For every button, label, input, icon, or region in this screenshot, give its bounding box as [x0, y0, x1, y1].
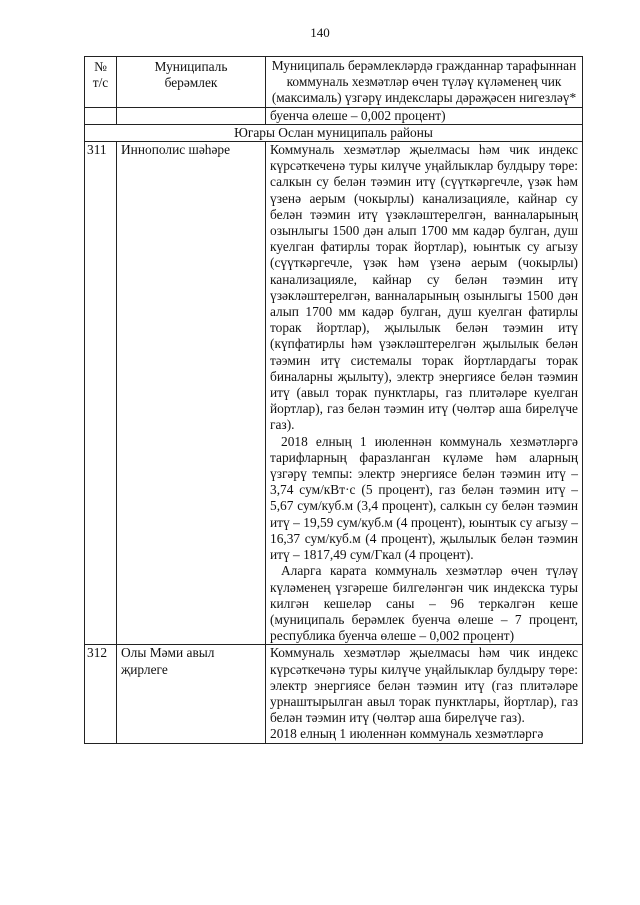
district-row: [85, 124, 583, 141]
carry-over-cell: [266, 107, 583, 124]
district-title: Югары Ослан муниципаль районы: [85, 124, 583, 141]
row-description: [266, 142, 583, 645]
carry-over-text: буенча өлеше – 0,002 процент): [270, 107, 446, 123]
header-municipality-label: Муниципаль берәмлек: [154, 59, 228, 91]
row-municipality: Иннополис шәһәре: [117, 142, 266, 645]
row-description: [266, 645, 583, 743]
header-description: [266, 57, 583, 108]
carry-over-row: [85, 107, 583, 124]
table-row: [85, 645, 583, 743]
header-number: [85, 57, 117, 108]
row-number: 312: [85, 645, 117, 743]
table-row: [85, 142, 583, 645]
row-municipality: Олы Мәми авыл җирлеге: [117, 645, 266, 743]
page-number: 140: [310, 25, 330, 40]
table-header-row: [85, 57, 583, 108]
header-description-label: Муниципаль берәмлекләрдә гражданнар тарафыннан коммуналь хезмәтләр өчен түләү күләменең чик (максималь) үзгәрү индекслары дәрәҗәсен нигезләү*: [271, 58, 577, 106]
header-number-label: № т/с: [92, 59, 109, 91]
row-paragraph: Коммуналь хезмәтләр җыелмасы һәм чик индекс күрсәткеченә туры килүче уңайлыклар булдыру төре: салкын су белән тәэмин итү (сүүткәргечле, үзәк һәм үзенә аерым (чокырлы) канализацияле, кайнар су белән тәэмин итү үзәкләштерелгән, ванналарының озынлыгы 1500 дән алып 1700 мм кадәр булган, душ куелган фатирлы торак йортлар), юынтык су агызу (сүүткәргечле, үзәк һәм үзенә аерым (чокырлы) канализацияле, кайнар су белән тәэмин итү үзәкләштерелгән, ванналарының озынлыгы 1500 дән алып 1700 мм кадәр булган, душ куелган фатирлы торак йортлар), җылылык белән тәэмин итү (күпфатирлы һәм үзәкләштерелгән җылылык белән тәэмин итү системалы торак йортлардагы торак биналарны җылыту), электр энергиясе белән тәэмин итү (авыл торак пунктлары, газ плитәләре куелган йортлар), газ белән тәэмин итү (чөлтәр аша бирелүче газ).: [270, 142, 578, 433]
row-paragraph: Коммуналь хезмәтләр җыелмасы һәм чик индекс күрсәткечәнә туры килүче уңайлыклар булдыру төре: электр энергиясе белән тәэмин итү (газ плитәләре урнаштырылган авыл торак пунктлары, йортлар), газ белән тәэмин итү (чөлтәр аша бирелүче газ).: [270, 645, 578, 726]
row-paragraph: 2018 елның 1 июленнән коммуналь хезмәтләргә тарифларның фаразланган күләме һәм аларның үзгәрү темпы: электр энергиясе белән тәэмин итү – 3,74 сум/кВт·с (5 процент), газ белән тәэмин итү – 5,67 сум/куб.м (3,4 процент), салкын су белән тәэмин итү – 19,59 сум/куб.м (4 процент), юынтык су агызу – 16,37 сум/куб.м (4 процент), җылылык белән тәэмин итү – 1817,49 сум/Гкал (4 процент).: [270, 433, 578, 563]
document-table: [84, 56, 583, 744]
row-number: 311: [85, 142, 117, 645]
header-municipality: [117, 57, 266, 108]
row-paragraph: Аларга карата коммуналь хезмәтләр өчен түләү күләменең үзгәреше билгеләнгән чик индекска туры килгән кешеләр саны – 96 теркәлгән кеше (муниципаль берәмлек буенча өлеше – 7 процент, республика буенча өлеше – 0,002 процент): [270, 563, 578, 644]
row-paragraph: 2018 елның 1 июленнән коммуналь хезмәтләргә: [270, 726, 544, 742]
